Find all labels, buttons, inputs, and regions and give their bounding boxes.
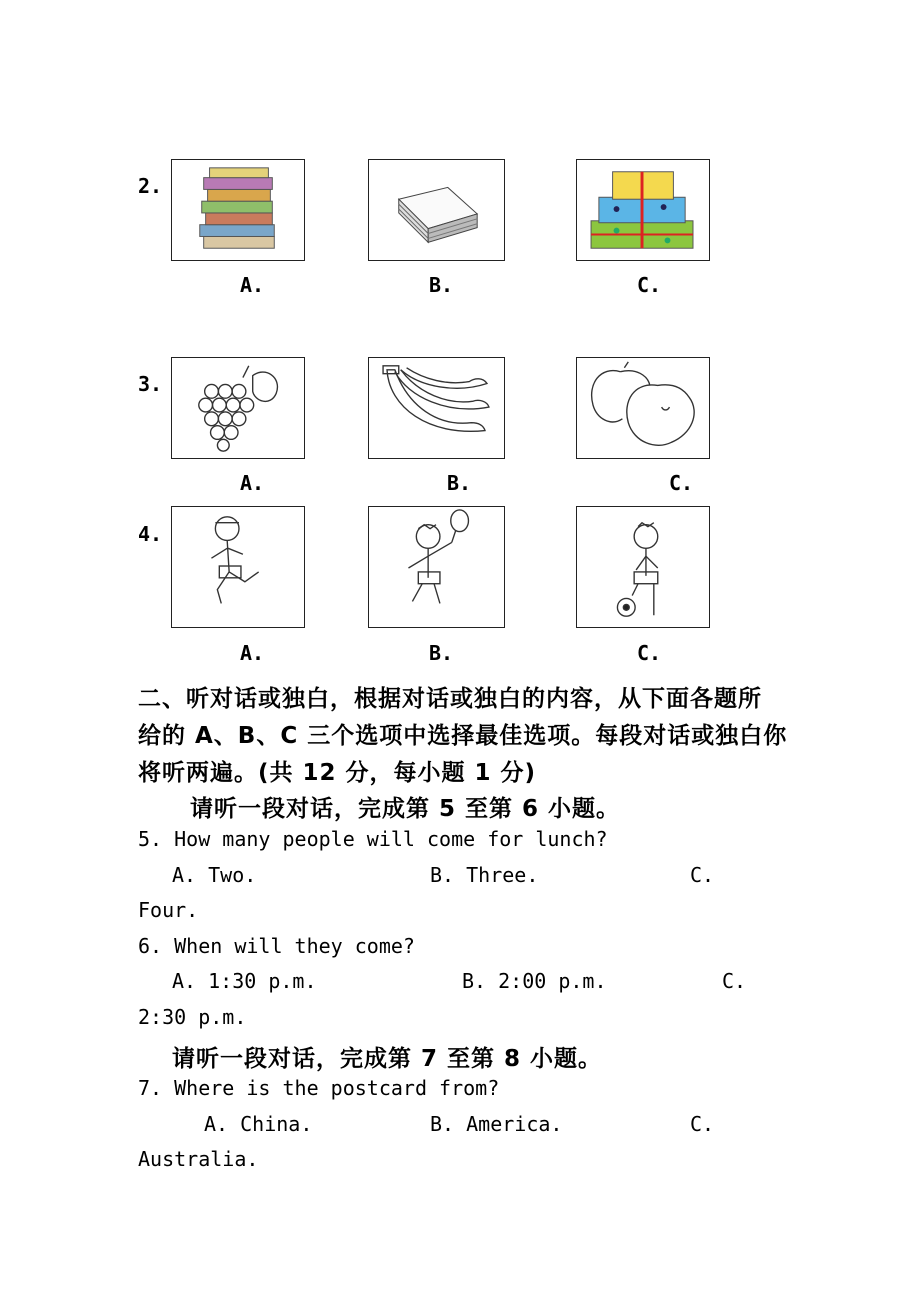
q7-option-c-label[interactable]: C. bbox=[690, 1112, 715, 1136]
gift-boxes-icon bbox=[577, 160, 709, 260]
option-3c-label: C. bbox=[669, 471, 694, 495]
question-5-text: 5. How many people will come for lunch? bbox=[138, 827, 608, 851]
bananas-icon bbox=[369, 358, 504, 458]
option-4a-running-image[interactable] bbox=[171, 506, 305, 628]
q6-option-c-label[interactable]: C. bbox=[722, 969, 747, 993]
option-2b-label: B. bbox=[429, 273, 454, 297]
q7-option-b[interactable]: B. America. bbox=[430, 1112, 563, 1136]
q7-option-a[interactable]: A. China. bbox=[204, 1112, 313, 1136]
question-3-number: 3. bbox=[138, 372, 163, 396]
section2-heading-line3: 将听两遍。(共 12 分，每小题 1 分) bbox=[138, 760, 537, 786]
option-2b-paper-image[interactable] bbox=[368, 159, 505, 261]
section2-heading-line1: 二、听对话或独白，根据对话或独白的内容，从下面各题所 bbox=[138, 686, 762, 712]
paper-stack-icon bbox=[369, 160, 504, 260]
q5-option-c-text: Four. bbox=[138, 898, 199, 922]
books-icon bbox=[172, 160, 304, 260]
option-4a-label: A. bbox=[240, 641, 265, 665]
q6-option-a[interactable]: A. 1:30 p.m. bbox=[172, 969, 317, 993]
q5-option-c-label[interactable]: C. bbox=[690, 863, 715, 887]
option-4c-label: C. bbox=[637, 641, 662, 665]
option-3b-bananas-image[interactable] bbox=[368, 357, 505, 459]
option-3a-grapes-image[interactable] bbox=[171, 357, 305, 459]
boy-running-icon bbox=[172, 507, 304, 627]
q6-option-b[interactable]: B. 2:00 p.m. bbox=[462, 969, 607, 993]
q6-option-c-text: 2:30 p.m. bbox=[138, 1005, 247, 1029]
question-6-text: 6. When will they come? bbox=[138, 934, 415, 958]
section2-heading-line2: 给的 A、B、C 三个选项中选择最佳选项。每段对话或独白你 bbox=[138, 723, 788, 749]
option-4b-label: B. bbox=[429, 641, 454, 665]
option-2c-label: C. bbox=[637, 273, 662, 297]
option-3a-label: A. bbox=[240, 471, 265, 495]
q7-option-c-text: Australia. bbox=[138, 1147, 259, 1171]
option-2a-books-image[interactable] bbox=[171, 159, 305, 261]
boy-tennis-icon bbox=[369, 507, 504, 627]
question-4-number: 4. bbox=[138, 522, 163, 546]
q5-option-a[interactable]: A. Two. bbox=[172, 863, 257, 887]
q5-option-b[interactable]: B. Three. bbox=[430, 863, 539, 887]
option-2a-label: A. bbox=[240, 273, 265, 297]
option-3c-apples-image[interactable] bbox=[576, 357, 710, 459]
boy-soccer-icon bbox=[577, 507, 709, 627]
instruction-q5-q6: 请听一段对话，完成第 5 至第 6 小题。 bbox=[190, 796, 621, 822]
instruction-q7-q8: 请听一段对话，完成第 7 至第 8 小题。 bbox=[172, 1046, 603, 1072]
option-4c-soccer-image[interactable] bbox=[576, 506, 710, 628]
option-2c-gifts-image[interactable] bbox=[576, 159, 710, 261]
question-7-text: 7. Where is the postcard from? bbox=[138, 1076, 500, 1100]
option-3b-label: B. bbox=[447, 471, 472, 495]
grapes-icon bbox=[172, 358, 304, 458]
question-2-number: 2. bbox=[138, 174, 163, 198]
option-4b-tennis-image[interactable] bbox=[368, 506, 505, 628]
apples-icon bbox=[577, 358, 709, 458]
